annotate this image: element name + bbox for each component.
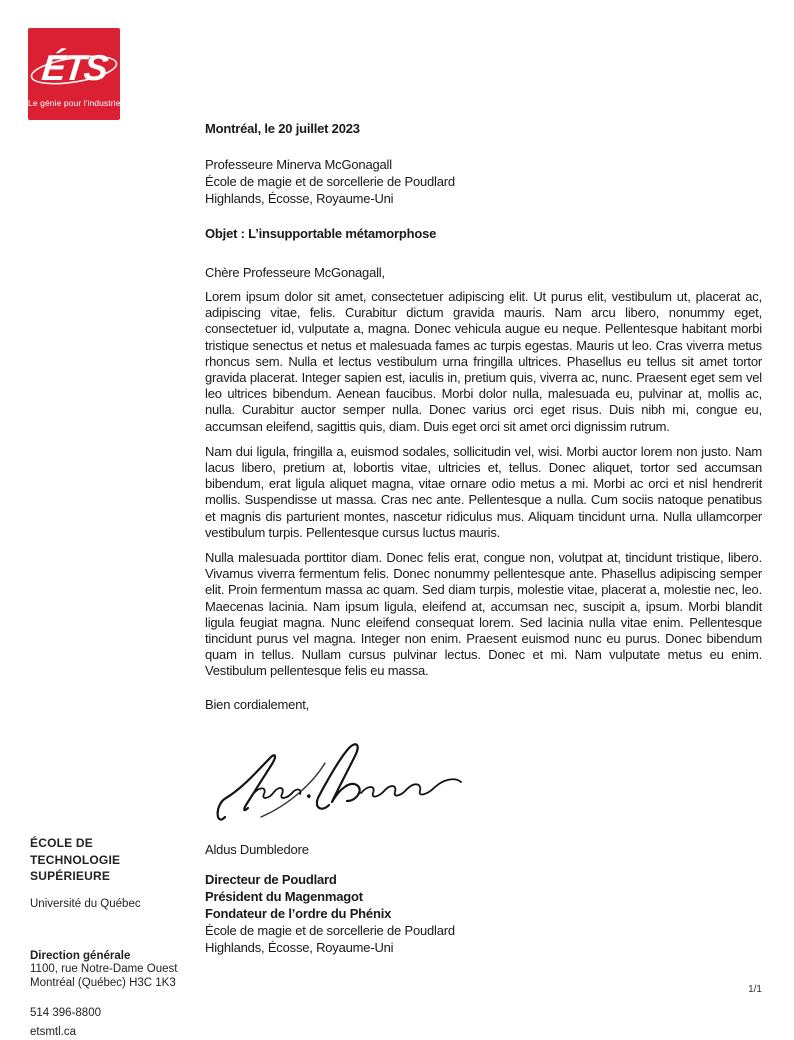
ets-logo: [28, 28, 120, 120]
address-line: 1100, rue Notre-Dame Ouest: [30, 962, 178, 975]
signer-org-line: Highlands, Écosse, Royaume-Uni: [205, 939, 394, 955]
affiliation: Université du Québec: [30, 897, 141, 910]
department-name: Direction générale: [30, 949, 131, 962]
date-line: Montréal, le 20 juillet 2023: [205, 121, 360, 136]
signer-titles: [205, 871, 762, 922]
letter-body: [205, 120, 762, 956]
page-number: 1/1: [748, 984, 762, 995]
institution-name: ÉCOLE DE TECHNOLOGIE SUPÉRIEURE: [30, 836, 121, 883]
signature-image: [213, 741, 463, 833]
salutation: Chère Professeure McGonagall,: [205, 265, 385, 280]
signer-title: Président du Magenmagot: [205, 888, 363, 904]
signer-title: Fondateur de l’ordre du Phénix: [205, 905, 392, 921]
recipient-line: École de magie et de sorcellerie de Poudlard: [205, 174, 455, 189]
recipient-line: Highlands, Écosse, Royaume-Uni: [205, 191, 394, 206]
body-paragraph: Nulla malesuada porttitor diam. Donec felis erat, congue non, volutpat at, tincidunt tristique, libero. Vivamus viverra fermentum felis. Donec nonummy pellentesque ante. Phasellus adipiscing semper elit. Proin fermentum massa ac quam. Sed diam turpis, molestie vitae, placerat a, molestie nec, leo. Maecenas lacinia. Nam ipsum ligula, eleifend at, accumsan nec, suscipit a, ipsum. Morbi blandit ligula feugiat magna. Nunc eleifend consequat lorem. Sed lacinia nulla vitae enim. Pellentesque tincidunt purus vel magna. Integer non enim. Praesent euismod nunc eu purus. Donec bibendum quam in tellus. Nullam cursus pulvinar lectus. Donec et mi. Nam vulputate metus eu enim. Vestibulum pellentesque felis eu massa.: [205, 550, 762, 679]
sidebar: [30, 835, 180, 1040]
signer-name: Aldus Dumbledore: [205, 841, 309, 857]
signer-org: [205, 922, 762, 956]
phone-number: 514 396-8800: [30, 1006, 101, 1019]
recipient-block: [205, 156, 762, 207]
website-link[interactable]: etsmtl.ca: [30, 1025, 77, 1038]
signature-wrap: [213, 741, 762, 837]
ets-wordmark: ÉTS: [39, 47, 109, 88]
address-line: Montréal (Québec) H3C 1K3: [30, 976, 176, 989]
body-paragraph: Nam dui ligula, fringilla a, euismod sodales, sollicitudin vel, wisi. Morbi auctor lorem non justo. Nam lacus libero, pretium at, lobortis vitae, ultricies et, tellus. Donec aliquet, tortor sed accumsan bibendum, erat ligula aliquet magna, vitae ornare odio metus a mi. Morbi ac orci et nisl hendrerit mollis. Suspendisse ut massa. Cras nec ante. Pellentesque a nulla. Cum sociis natoque penatibus et magnis dis parturient montes, nascetur ridiculus mus. Aliquam tincidunt urna. Nulla ullamcorper vestibulum turpis. Pellentesque cursus luctus mauris.: [205, 443, 762, 540]
closing: Bien cordialement,: [205, 696, 310, 712]
subject-line: Objet : L’insupportable métamorphose: [205, 226, 437, 241]
signer-org-line: École de magie et de sorcellerie de Poudlard: [205, 922, 455, 938]
body-paragraph: Lorem ipsum dolor sit amet, consectetuer adipiscing elit. Ut purus elit, vestibulum ut, placerat ac, adipiscing vitae, felis. Curabitur dictum gravida mauris. Nam arcu libero, nonummy eget, consectetuer id, vulputate a, magna. Donec vehicula augue eu neque. Pellentesque habitant morbi tristique senectus et netus et malesuada fames ac turpis egestas. Mauris ut leo. Cras viverra metus rhoncus sem. Nulla et lectus vestibulum urna fringilla ultrices. Phasellus eu tellus sit amet tortor gravida placerat. Integer sapien est, iaculis in, pretium quis, viverra ac, nunc. Praesent eget sem vel leo ultrices bibendum. Aenean faucibus. Morbi dolor nulla, malesuada eu, pulvinar at, mollis ac, nulla. Curabitur auctor semper nulla. Donec varius orci eget risus. Duis nibh mi, congue eu, accumsan eleifend, sagittis quis, diam. Duis eget orci sit amet orci dignissim rutrum.: [205, 289, 762, 434]
recipient-line: Professeure Minerva McGonagall: [205, 157, 392, 172]
signer-title: Directeur de Poudlard: [205, 871, 337, 887]
logo-tagline: Le génie pour l'industrie: [28, 98, 121, 108]
